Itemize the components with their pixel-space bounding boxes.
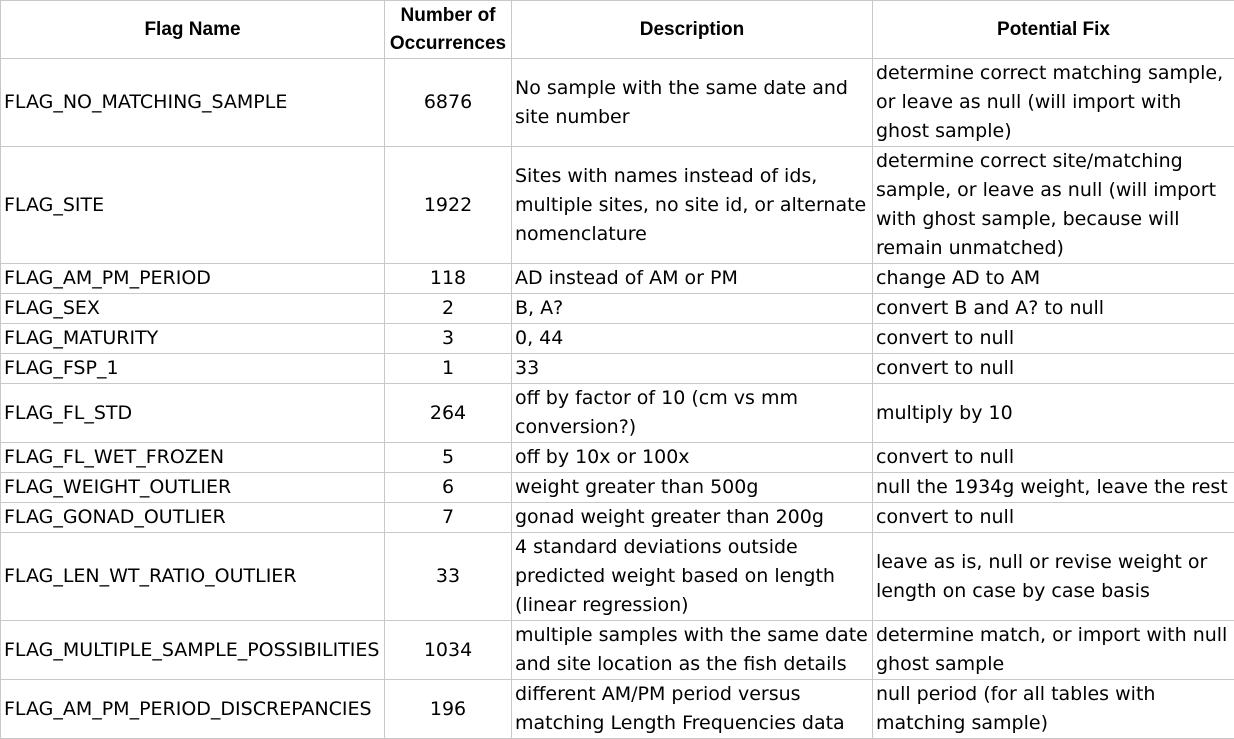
- table-row: [1, 443, 1234, 473]
- cell-description[interactable]: 0, 44: [512, 324, 873, 354]
- cell-description[interactable]: weight greater than 500g: [512, 473, 873, 503]
- cell-flag-name[interactable]: FLAG_NO_MATCHING_SAMPLE: [1, 59, 385, 147]
- header-occurrences[interactable]: Number of Occurrences: [385, 1, 512, 59]
- header-potential-fix[interactable]: Potential Fix: [873, 1, 1234, 59]
- cell-description[interactable]: multiple samples with the same date and site location as the fish details: [512, 621, 873, 680]
- cell-flag-name[interactable]: FLAG_AM_PM_PERIOD_DISCREPANCIES: [1, 680, 385, 739]
- cell-flag-name[interactable]: FLAG_SEX: [1, 294, 385, 324]
- table-row: [1, 533, 1234, 621]
- cell-flag-name[interactable]: FLAG_FSP_1: [1, 354, 385, 384]
- cell-potential-fix[interactable]: multiply by 10: [873, 384, 1234, 443]
- cell-potential-fix[interactable]: convert to null: [873, 324, 1234, 354]
- cell-occurrences[interactable]: 1034: [385, 621, 512, 680]
- cell-potential-fix[interactable]: convert to null: [873, 443, 1234, 473]
- cell-flag-name[interactable]: FLAG_MATURITY: [1, 324, 385, 354]
- cell-occurrences[interactable]: 3: [385, 324, 512, 354]
- cell-potential-fix[interactable]: leave as is, null or revise weight or length on case by case basis: [873, 533, 1234, 621]
- cell-flag-name[interactable]: FLAG_SITE: [1, 147, 385, 264]
- cell-description[interactable]: Sites with names instead of ids, multiple sites, no site id, or alternate nomenclature: [512, 147, 873, 264]
- header-description[interactable]: Description: [512, 1, 873, 59]
- cell-occurrences[interactable]: 6876: [385, 59, 512, 147]
- table-row: [1, 59, 1234, 147]
- table-row: [1, 354, 1234, 384]
- cell-potential-fix[interactable]: determine correct site/matching sample, or leave as null (will import with ghost sample, because will remain unmatched): [873, 147, 1234, 264]
- cell-potential-fix[interactable]: convert to null: [873, 503, 1234, 533]
- cell-description[interactable]: off by 10x or 100x: [512, 443, 873, 473]
- cell-occurrences[interactable]: 33: [385, 533, 512, 621]
- header-flag-name[interactable]: Flag Name: [1, 1, 385, 59]
- table-row: [1, 147, 1234, 264]
- table-row: [1, 680, 1234, 739]
- cell-occurrences[interactable]: 5: [385, 443, 512, 473]
- cell-flag-name[interactable]: FLAG_MULTIPLE_SAMPLE_POSSIBILITIES: [1, 621, 385, 680]
- cell-potential-fix[interactable]: null the 1934g weight, leave the rest: [873, 473, 1234, 503]
- cell-description[interactable]: AD instead of AM or PM: [512, 264, 873, 294]
- cell-occurrences[interactable]: 118: [385, 264, 512, 294]
- table-row: [1, 384, 1234, 443]
- cell-flag-name[interactable]: FLAG_AM_PM_PERIOD: [1, 264, 385, 294]
- cell-occurrences[interactable]: 196: [385, 680, 512, 739]
- cell-description[interactable]: 4 standard deviations outside predicted weight based on length (linear regression): [512, 533, 873, 621]
- cell-potential-fix[interactable]: determine match, or import with null ghost sample: [873, 621, 1234, 680]
- cell-potential-fix[interactable]: convert B and A? to null: [873, 294, 1234, 324]
- cell-occurrences[interactable]: 264: [385, 384, 512, 443]
- cell-description[interactable]: B, A?: [512, 294, 873, 324]
- cell-description[interactable]: 33: [512, 354, 873, 384]
- cell-description[interactable]: gonad weight greater than 200g: [512, 503, 873, 533]
- table-row: [1, 324, 1234, 354]
- cell-description[interactable]: off by factor of 10 (cm vs mm conversion?): [512, 384, 873, 443]
- cell-occurrences[interactable]: 1: [385, 354, 512, 384]
- cell-occurrences[interactable]: 6: [385, 473, 512, 503]
- cell-flag-name[interactable]: FLAG_WEIGHT_OUTLIER: [1, 473, 385, 503]
- cell-description[interactable]: different AM/PM period versus matching Length Frequencies data: [512, 680, 873, 739]
- table-row: [1, 473, 1234, 503]
- table-row: [1, 264, 1234, 294]
- table-row: [1, 294, 1234, 324]
- cell-potential-fix[interactable]: null period (for all tables with matching sample): [873, 680, 1234, 739]
- cell-potential-fix[interactable]: convert to null: [873, 354, 1234, 384]
- cell-description[interactable]: No sample with the same date and site number: [512, 59, 873, 147]
- cell-flag-name[interactable]: FLAG_FL_STD: [1, 384, 385, 443]
- cell-occurrences[interactable]: 7: [385, 503, 512, 533]
- cell-flag-name[interactable]: FLAG_FL_WET_FROZEN: [1, 443, 385, 473]
- cell-potential-fix[interactable]: change AD to AM: [873, 264, 1234, 294]
- cell-potential-fix[interactable]: determine correct matching sample, or leave as null (will import with ghost sample): [873, 59, 1234, 147]
- cell-occurrences[interactable]: 1922: [385, 147, 512, 264]
- cell-flag-name[interactable]: FLAG_GONAD_OUTLIER: [1, 503, 385, 533]
- header-row: [1, 1, 1234, 59]
- cell-occurrences[interactable]: 2: [385, 294, 512, 324]
- table-row: [1, 503, 1234, 533]
- table-row: [1, 621, 1234, 680]
- cell-flag-name[interactable]: FLAG_LEN_WT_RATIO_OUTLIER: [1, 533, 385, 621]
